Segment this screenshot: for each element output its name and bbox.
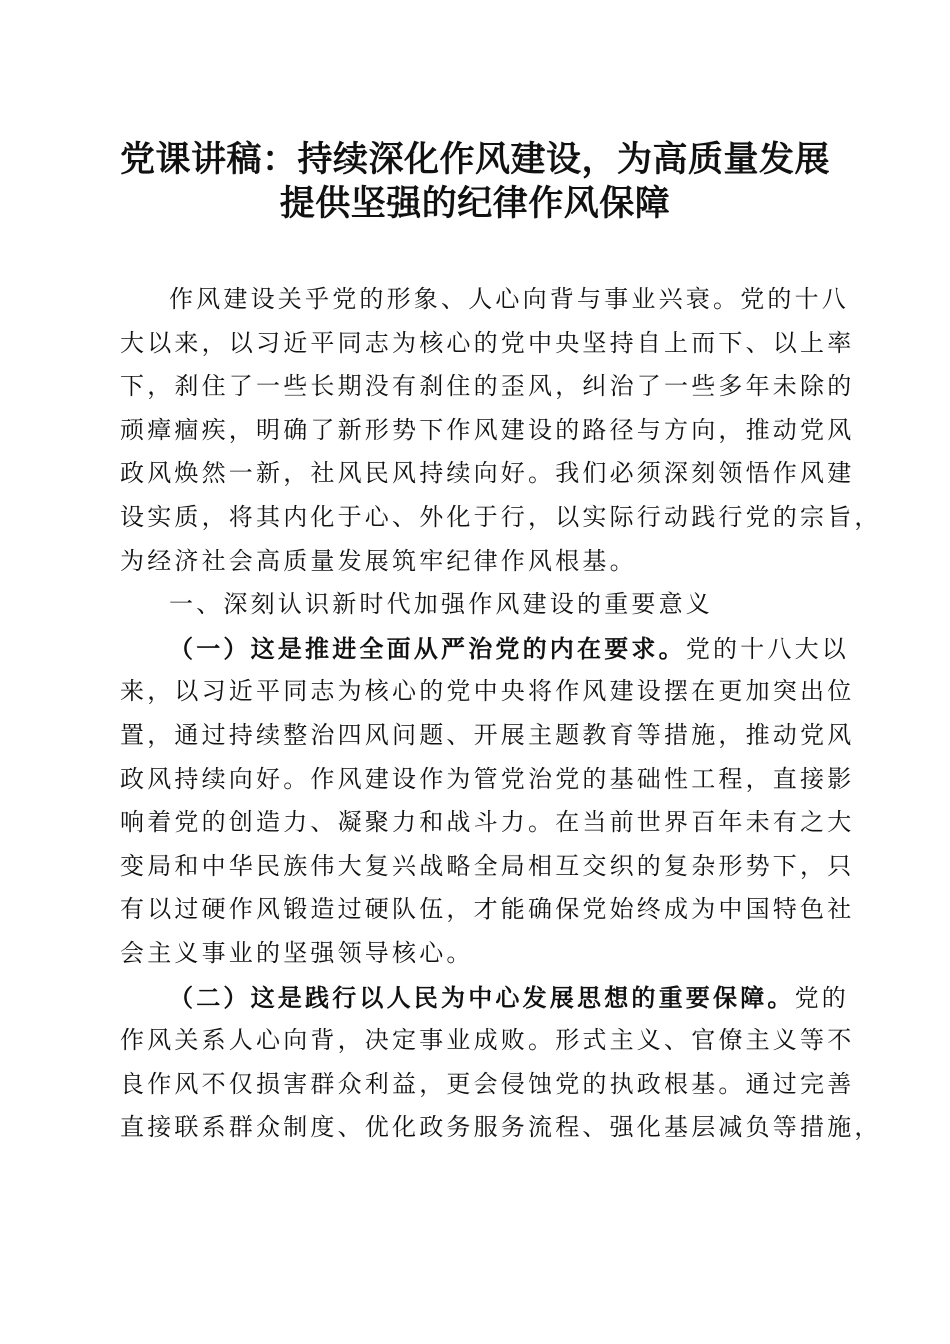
paragraph-line: 响着党的创造力、凝聚力和战斗力。在当前世界百年未有之大 — [120, 808, 855, 837]
paragraph-line: 作风关系人心向背，决定事业成败。形式主义、官僚主义等不 — [120, 1026, 855, 1055]
paragraph-line: 顽瘴痼疾，明确了新形势下作风建设的路径与方向，推动党风 — [120, 415, 855, 444]
title-line-2: 提供坚强的纪律作风保障 — [279, 183, 671, 224]
subsection-heading: （二）这是践行以人民为中心发展思想的重要保障。 — [169, 982, 795, 1012]
paragraph-line: 直接联系群众制度、优化政务服务流程、强化基层减负等措施， — [120, 1113, 882, 1142]
paragraph-line: 变局和中华民族伟大复兴战略全局相互交织的复杂形势下，只 — [120, 851, 855, 880]
paragraph-line: 良作风不仅损害群众利益，更会侵蚀党的执政根基。通过完善 — [120, 1069, 855, 1098]
paragraph-line: 政风焕然一新，社风民风持续向好。我们必须深刻领悟作风建 — [120, 459, 855, 488]
paragraph-line: 有以过硬作风锻造过硬队伍，才能确保党始终成为中国特色社 — [120, 895, 855, 924]
subsection-first-line — [120, 976, 850, 1020]
paragraph-line: 大以来，以习近平同志为核心的党中央坚持自上而下、以上率 — [120, 328, 855, 357]
paragraph-line: 下，刹住了一些长期没有刹住的歪风，纠治了一些多年未除的 — [120, 372, 855, 401]
paragraph-line: 政风持续向好。作风建设作为管党治党的基础性工程，直接影 — [120, 764, 855, 793]
paragraph-line: 作风建设关乎党的形象、人心向背与事业兴衰。党的十八 — [169, 285, 849, 313]
paragraph-line: 置，通过持续整治四风问题、开展主题教育等措施，推动党风 — [120, 720, 855, 749]
paragraph-line: 为经济社会高质量发展筑牢纪律作风根基。 — [120, 546, 637, 575]
subsection-text: 党的 — [794, 983, 850, 1012]
paragraph-line: 会主义事业的坚强领导核心。 — [120, 938, 474, 967]
paragraph-line: 来，以习近平同志为核心的党中央将作风建设摆在更加突出位 — [120, 677, 855, 706]
document-body — [120, 278, 882, 1150]
subsection-first-line — [120, 627, 850, 671]
paragraph-intro — [120, 278, 882, 583]
section-heading: 一、深刻认识新时代加强作风建设的重要意义 — [169, 590, 713, 619]
subsection-1 — [120, 627, 855, 976]
title-line-1: 党课讲稿：持续深化作风建设，为高质量发展 — [119, 139, 830, 180]
subsection-heading: （一）这是推进全面从严治党的内在要求。 — [169, 633, 686, 663]
paragraph-line: 设实质，将其内化于心、外化于行，以实际行动践行党的宗旨， — [120, 502, 882, 531]
subsection-2 — [120, 976, 882, 1150]
subsection-text: 党的十八大以 — [685, 634, 850, 663]
document-title — [100, 138, 850, 226]
